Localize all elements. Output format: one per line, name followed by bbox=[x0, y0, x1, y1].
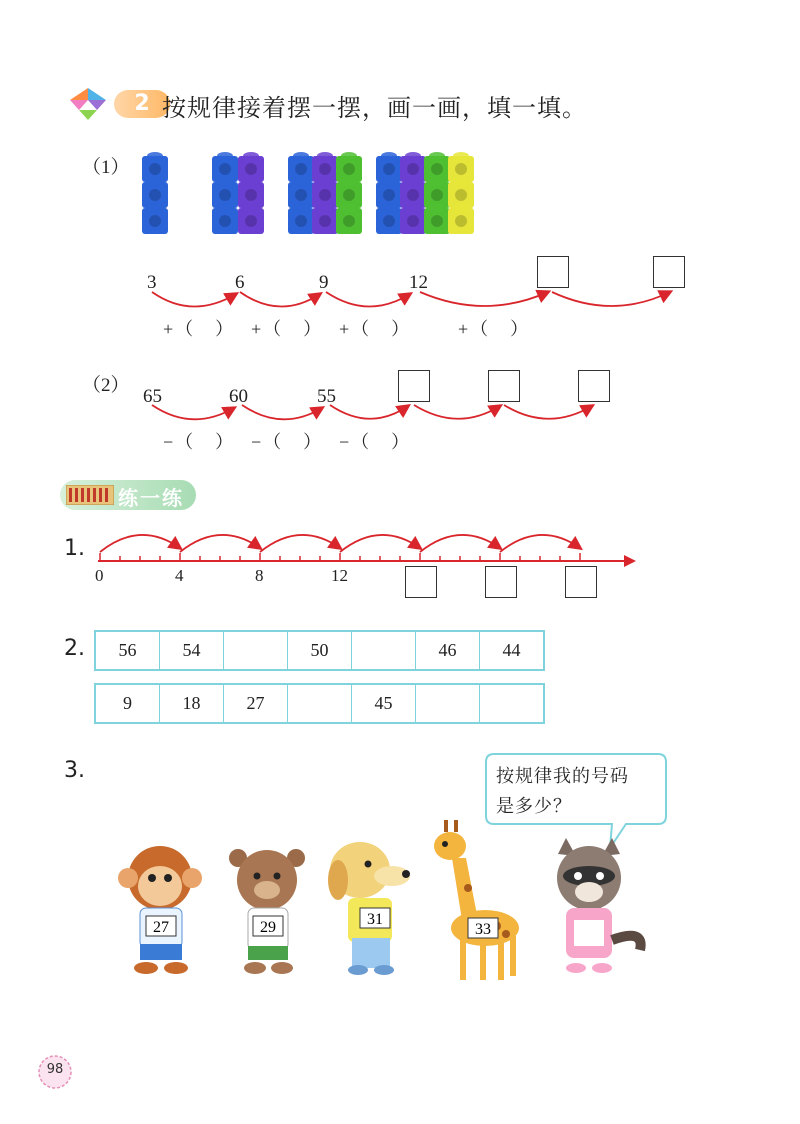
table-cell-blank[interactable] bbox=[352, 631, 416, 670]
problem-number: 2 bbox=[134, 91, 150, 116]
bib-29: 29 bbox=[260, 919, 276, 936]
seq1-operator-1[interactable]: +（ ） bbox=[163, 319, 236, 339]
q2-number: 2. bbox=[64, 636, 85, 661]
table-cell-blank[interactable] bbox=[416, 684, 480, 723]
seq2-operator-2[interactable]: −（ ） bbox=[251, 432, 324, 452]
q1-number: 1. bbox=[64, 536, 85, 561]
seq2-item-1: 65 bbox=[143, 386, 162, 407]
part1-label: （1） bbox=[82, 157, 130, 178]
giraffe-figure bbox=[434, 820, 519, 980]
bib-33: 33 bbox=[475, 921, 491, 938]
table-cell: 44 bbox=[480, 631, 545, 670]
table-cell: 45 bbox=[352, 684, 416, 723]
table-cell: 27 bbox=[224, 684, 288, 723]
characters-illustration bbox=[100, 810, 660, 990]
seq1-operator-4[interactable]: +（ ） bbox=[458, 319, 531, 339]
seq2-item-2: 60 bbox=[229, 386, 248, 407]
bib-31: 31 bbox=[367, 911, 383, 928]
dog-figure bbox=[328, 842, 410, 975]
q2-table-1 bbox=[94, 630, 545, 671]
table-cell: 50 bbox=[288, 631, 352, 670]
table-cell-blank[interactable] bbox=[288, 684, 352, 723]
seq2-operator-3[interactable]: −（ ） bbox=[339, 432, 412, 452]
table-cell-blank[interactable] bbox=[480, 684, 545, 723]
seq1-item-2: 6 bbox=[235, 272, 245, 293]
table-cell: 56 bbox=[95, 631, 160, 670]
bib-27: 27 bbox=[153, 919, 169, 936]
seq2-operator-1[interactable]: −（ ） bbox=[163, 432, 236, 452]
table-cell-blank[interactable] bbox=[224, 631, 288, 670]
bear-figure bbox=[229, 849, 305, 974]
table-cell: 18 bbox=[160, 684, 224, 723]
table-cell: 9 bbox=[95, 684, 160, 723]
q1-answer-box-3[interactable] bbox=[565, 566, 597, 598]
q1-answer-box-1[interactable] bbox=[405, 566, 437, 598]
seq1-item-1: 3 bbox=[147, 272, 157, 293]
q1-tick-4: 4 bbox=[175, 566, 184, 585]
seq1-operator-2[interactable]: +（ ） bbox=[251, 319, 324, 339]
table-cell: 46 bbox=[416, 631, 480, 670]
q2-table-2 bbox=[94, 683, 545, 724]
q1-tick-8: 8 bbox=[255, 566, 264, 585]
q1-tick-12: 12 bbox=[331, 566, 348, 585]
problem-title: 按规律接着摆一摆，画一画，填一填。 bbox=[162, 94, 587, 122]
speech-text-line2: 是多少？ bbox=[496, 796, 572, 817]
table-cell: 54 bbox=[160, 631, 224, 670]
seq2-item-3: 55 bbox=[317, 386, 336, 407]
raccoon-figure bbox=[557, 838, 641, 973]
speech-text-line1: 按规律我的号码 bbox=[496, 766, 629, 787]
monkey-figure bbox=[118, 846, 202, 974]
seq1-operator-3[interactable]: +（ ） bbox=[339, 319, 412, 339]
part2-label: （2） bbox=[82, 375, 130, 396]
practice-banner-label: 练一练 bbox=[118, 486, 184, 510]
q1-tick-0: 0 bbox=[95, 566, 104, 585]
q1-answer-box-2[interactable] bbox=[485, 566, 517, 598]
q3-number: 3. bbox=[64, 758, 85, 783]
seq1-item-4: 12 bbox=[409, 272, 428, 293]
seq1-item-3: 9 bbox=[319, 272, 329, 293]
page-number: 98 bbox=[46, 1062, 64, 1077]
page-number-badge bbox=[34, 1054, 76, 1090]
